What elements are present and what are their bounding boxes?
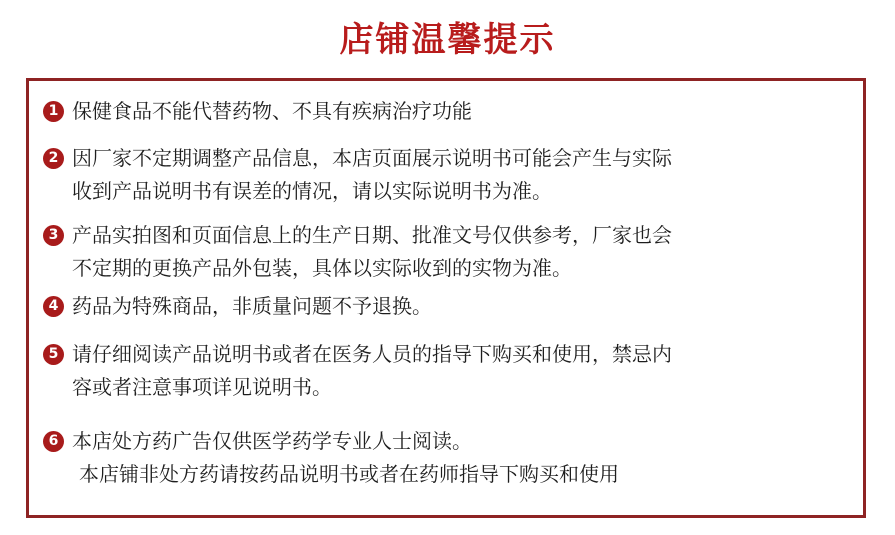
notice-item-3-line-2: 不定期的更换产品外包装，具体以实际收到的实物为准。 [72, 256, 572, 280]
notice-item-2-line-2: 收到产品说明书有误差的情况，请以实际说明书为准。 [72, 179, 552, 203]
notice-box [26, 78, 866, 518]
notice-item-3 [43, 219, 672, 285]
notice-item-4-line-1: 药品为特殊商品，非质量问题不予退换。 [72, 294, 432, 318]
notice-item-6 [43, 425, 619, 491]
notice-item-5-line-1: 请仔细阅读产品说明书或者在医务人员的指导下购买和使用，禁忌内 [72, 342, 672, 366]
notice-item-2 [43, 142, 672, 208]
number-1-badge: 1 [43, 101, 64, 122]
notice-title: 店铺温馨提示 [339, 20, 556, 60]
notice-item-5-line-2: 容或者注意事项详见说明书。 [72, 375, 332, 399]
notice-item-6-line-1: 本店处方药广告仅供医学药学专业人士阅读。 [72, 429, 472, 453]
number-4-badge: 4 [43, 296, 64, 317]
notice-item-1 [43, 95, 472, 128]
notice-item-4 [43, 290, 432, 323]
notice-item-3-line-1: 产品实拍图和页面信息上的生产日期、批准文号仅供参考，厂家也会 [72, 223, 672, 247]
number-3-badge: 3 [43, 225, 64, 246]
notice-item-2-line-1: 因厂家不定期调整产品信息，本店页面展示说明书可能会产生与实际 [72, 146, 672, 170]
notice-item-5 [43, 338, 672, 404]
number-6-badge: 6 [43, 431, 64, 452]
number-2-badge: 2 [43, 148, 64, 169]
number-5-badge: 5 [43, 344, 64, 365]
notice-item-6-line-2: 本店铺非处方药请按药品说明书或者在药师指导下购买和使用 [79, 462, 619, 486]
notice-item-1-line-1: 保健食品不能代替药物、不具有疾病治疗功能 [72, 99, 472, 123]
